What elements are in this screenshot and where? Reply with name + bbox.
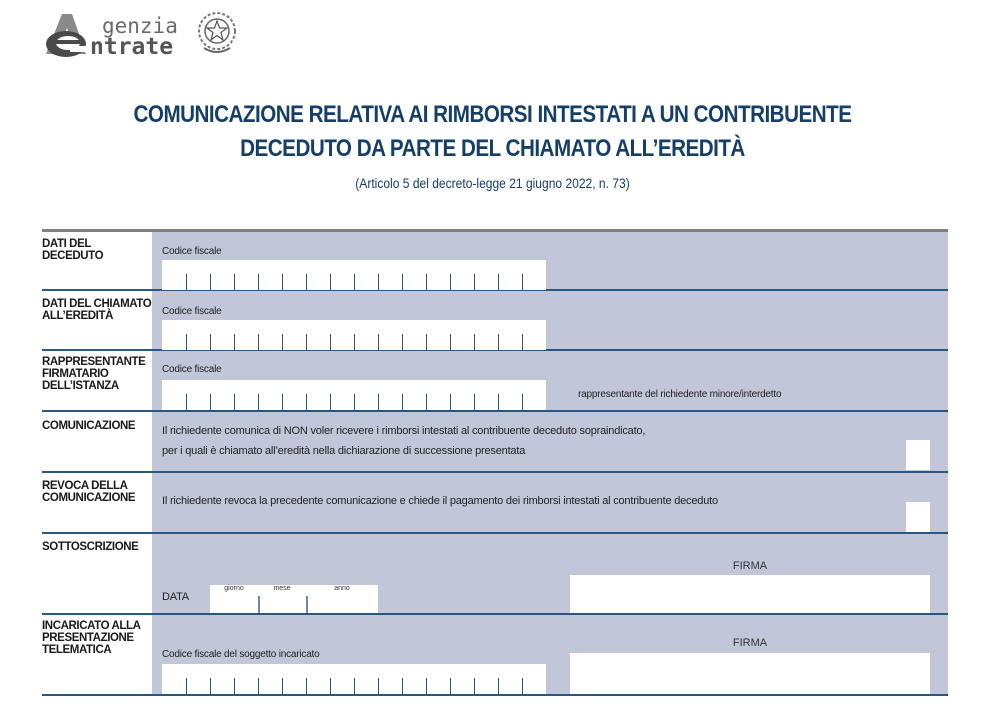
section-panel: [152, 291, 948, 349]
section-incaricato: [42, 615, 948, 696]
section-label: DATI DEL CHIAMATO ALL’EREDITÀ: [42, 298, 152, 322]
section-panel: [152, 615, 948, 694]
form-title-line2: DECEDUTO DA PARTE DEL CHIAMATO ALL’EREDITÀ: [240, 135, 745, 162]
codice-fiscale-label: Codice fiscale: [162, 246, 222, 257]
rappresentante-note: rappresentante del richiedente minore/interdetto: [578, 389, 782, 400]
firma-signature-field[interactable]: [570, 575, 930, 613]
section-label: DATI DEL DECEDUTO: [42, 238, 104, 262]
comunicazione-text-line2: per i quali è chiamato all’eredità nella dichiarazione di successione presentata: [162, 445, 526, 457]
section-panel: [152, 473, 948, 532]
section-panel: [152, 351, 948, 410]
section-label: SOTTOSCRIZIONE: [42, 541, 139, 553]
date-input: [210, 585, 378, 613]
section-label: INCARICATO ALLA PRESENTAZIONE TELEMATICA: [42, 620, 141, 656]
incaricato-codice-fiscale-input[interactable]: [162, 664, 546, 694]
section-panel: [152, 534, 948, 613]
italian-republic-emblem-icon: [196, 10, 238, 56]
section-panel: [152, 412, 948, 471]
codice-fiscale-incaricato-label: Codice fiscale del soggetto incaricato: [162, 649, 320, 660]
codice-fiscale-label: Codice fiscale: [162, 306, 222, 317]
firma-label: FIRMA: [732, 560, 768, 572]
revoca-checkbox[interactable]: [906, 502, 930, 532]
section-sottoscrizione: [42, 534, 948, 615]
firma-label: FIRMA: [732, 637, 768, 649]
logo-text-line1: genzia: [102, 14, 178, 38]
day-input[interactable]: giorno: [224, 585, 244, 592]
section-comunicazione: [42, 412, 948, 473]
section-panel: [152, 232, 948, 289]
form-title-line1: COMUNICAZIONE RELATIVA AI RIMBORSI INTESTATI A UN CONTRIBUENTE: [133, 101, 852, 128]
section-label: RAPPRESENTANTE FIRMATARIO DELL’ISTANZA: [42, 356, 146, 392]
year-input[interactable]: anno: [306, 585, 378, 613]
agenzia-entrate-logo-icon: [42, 10, 88, 58]
date-label: DATA: [162, 591, 189, 603]
incaricato-firma-signature-field[interactable]: [570, 653, 930, 694]
section-revoca: [42, 473, 948, 534]
agenzia-entrate-logo: [40, 8, 250, 60]
comunicazione-text-line1: Il richiedente comunica di NON voler ricevere i rimborsi intestati al contribuente deceduto sopraindicato,: [162, 425, 646, 437]
comunicazione-checkbox[interactable]: [906, 440, 930, 470]
section-chiamato: [42, 291, 948, 351]
form-subtitle: (Articolo 5 del decreto-legge 21 giugno 2022, n. 73): [355, 175, 630, 191]
section-deceduto: [42, 232, 948, 291]
section-label: COMUNICAZIONE: [42, 420, 136, 432]
month-input[interactable]: mese: [258, 585, 306, 613]
deceduto-codice-fiscale-input[interactable]: [162, 260, 546, 290]
chiamato-codice-fiscale-input[interactable]: [162, 320, 546, 350]
rappresentante-codice-fiscale-input[interactable]: [162, 380, 546, 410]
section-label: REVOCA DELLA COMUNICAZIONE: [42, 480, 136, 504]
logo-text-line2: ntrate: [90, 34, 174, 60]
form: [42, 229, 948, 696]
revoca-text: Il richiedente revoca la precedente comunicazione e chiede il pagamento dei rimborsi intestati al contribuente deceduto: [162, 495, 718, 507]
section-rappresentante: [42, 351, 948, 412]
codice-fiscale-label: Codice fiscale: [162, 364, 222, 375]
